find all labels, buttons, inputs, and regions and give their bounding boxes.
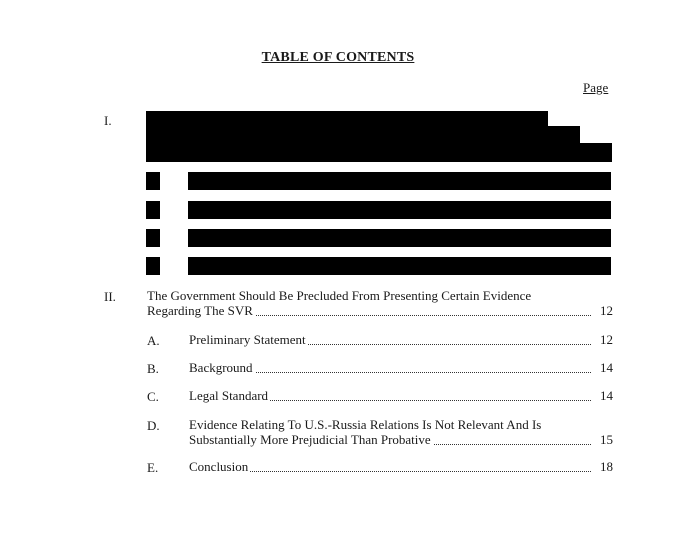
toc-entry: [189, 333, 613, 347]
heading-line: The Government Should Be Precluded From Presenting Certain Evidence: [147, 288, 532, 303]
entry-text: Substantially More Prejudicial Than Probative: [189, 432, 431, 447]
page-number: 12: [600, 303, 613, 318]
redaction-block: [188, 172, 611, 190]
entry-text: Evidence Relating To U.S.-Russia Relations Is Not Relevant And Is: [189, 417, 542, 432]
redaction-block: [146, 172, 160, 190]
page-number: 12: [600, 332, 613, 347]
redaction-block: [188, 257, 611, 275]
heading-line-with-leader: [147, 304, 613, 318]
heading-line: Regarding The SVR: [147, 303, 253, 318]
item-letter: B.: [147, 361, 159, 376]
redaction-block: [146, 229, 160, 247]
redaction-block: [188, 201, 611, 219]
toc-title: TABLE OF CONTENTS: [261, 50, 415, 65]
section-two-numeral: II.: [104, 289, 116, 304]
page-number: 18: [600, 459, 613, 474]
page-number: 14: [600, 388, 613, 403]
entry-text: Conclusion: [189, 459, 249, 474]
item-letter: E.: [147, 460, 159, 475]
redaction-block: [146, 201, 160, 219]
redaction-block: [188, 229, 611, 247]
item-letter: A.: [147, 333, 160, 348]
page-number: 15: [600, 432, 613, 447]
redaction-block: [146, 257, 160, 275]
section-two-heading: [147, 289, 613, 318]
redaction-block: [546, 126, 580, 162]
item-letter: D.: [147, 418, 160, 433]
item-letter: C.: [147, 389, 159, 404]
page-number: 14: [600, 360, 613, 375]
toc-entry: [189, 460, 613, 474]
entry-text: Legal Standard: [189, 388, 269, 403]
section-one-numeral: I.: [104, 113, 112, 128]
toc-entry: [189, 389, 613, 403]
toc-entry: [189, 361, 613, 375]
page-column-label: Page: [583, 80, 609, 95]
redaction-block: [578, 143, 612, 162]
entry-text: Background: [189, 360, 253, 375]
entry-text: Preliminary Statement: [189, 332, 306, 347]
redaction-block: [146, 111, 548, 162]
toc-entry: [189, 418, 613, 447]
